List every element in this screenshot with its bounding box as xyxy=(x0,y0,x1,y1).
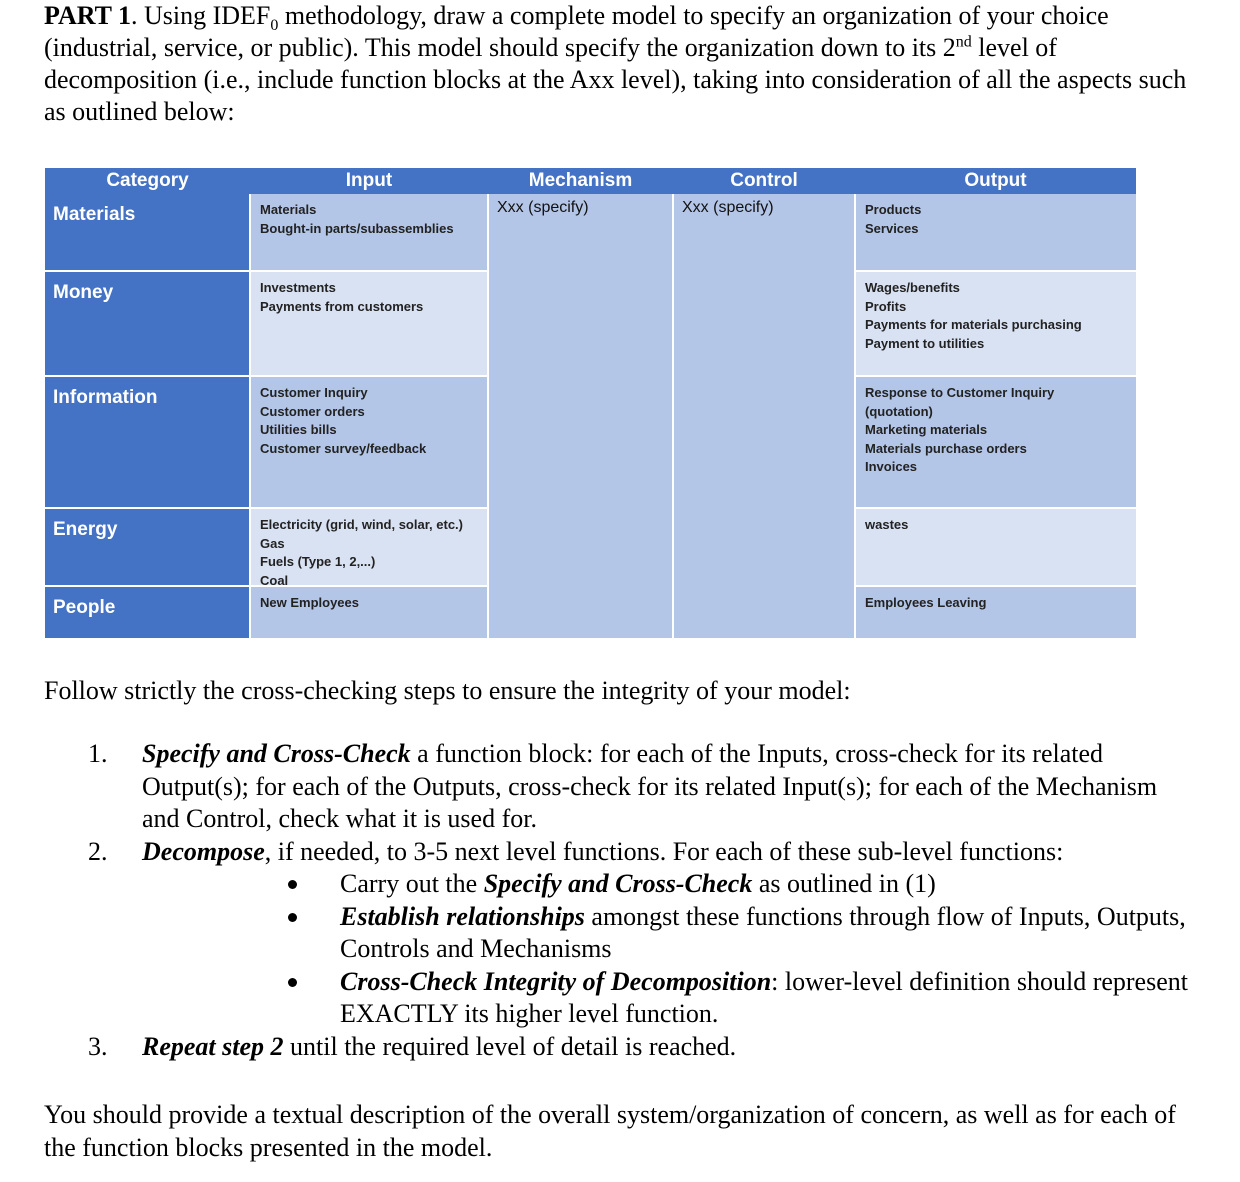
input-item: Bought-in parts/subassemblies xyxy=(260,220,454,236)
step-text: a function block: for each of the Inputs, cross-check for its related Output(s); for each of the Outputs, cross-check for its related Input(s); for each of the Mechanism and Control, check what it is used for. xyxy=(142,739,1158,833)
follow-instructions: Follow strictly the cross-checking steps to ensure the integrity of your model: xyxy=(44,676,851,705)
intro-text-1: . Using IDEF xyxy=(130,1,271,30)
intro-text-2: methodology, draw a complete model to specify an organization of your choice (industrial, service, or public). This model should specify the organization down to its 2 xyxy=(44,1,1109,62)
output-item: Materials purchase orders xyxy=(865,440,1027,456)
output-item: Employees Leaving xyxy=(865,595,987,610)
step-emphasis: Decompose xyxy=(142,836,265,866)
bullet-item xyxy=(286,868,1198,901)
step-number: 3. xyxy=(88,1031,108,1061)
output-item: (quotation) xyxy=(865,403,933,419)
input-item: Materials xyxy=(260,202,317,217)
input-item: Customer survey/feedback xyxy=(260,440,427,456)
idef-subscript: 0 xyxy=(270,17,279,35)
input-item: Customer Inquiry xyxy=(260,385,368,400)
step-text: , if needed, to 3-5 next level functions. For each of these sub-level functions: xyxy=(264,836,1064,866)
input-people xyxy=(251,587,487,638)
output-item: Products xyxy=(865,202,922,217)
input-materials xyxy=(251,194,487,270)
mechanism-cell: Xxx (specify) xyxy=(489,194,672,638)
bullet-emphasis: Cross-Check Integrity of Decomposition xyxy=(340,966,772,996)
category-energy: Energy xyxy=(45,509,249,585)
intro-text-3: level of decomposition (i.e., include function blocks at the Axx level), taking into consideration of all the aspects such as outlined below: xyxy=(44,33,1187,126)
step-emphasis: Specify and Cross-Check xyxy=(142,739,411,768)
steps-list xyxy=(88,738,1198,1063)
bullet-text: as outlined in (1) xyxy=(752,869,936,898)
input-item: New Employees xyxy=(260,595,359,610)
output-item: Payments for materials purchasing xyxy=(865,317,1082,332)
input-item: Gas xyxy=(260,535,285,551)
step-number: 1. xyxy=(88,739,108,768)
output-item: Services xyxy=(865,220,919,236)
input-item: Investments xyxy=(260,280,336,295)
output-information xyxy=(856,377,1136,507)
step-item xyxy=(88,836,1198,869)
output-people xyxy=(856,587,1136,638)
category-people: People xyxy=(45,587,249,638)
category-information: Information xyxy=(45,377,249,507)
bullet-dot-icon xyxy=(288,978,297,987)
input-money xyxy=(251,272,487,375)
output-item: Marketing materials xyxy=(865,422,988,437)
output-item: Profits xyxy=(865,298,907,314)
part-label: PART 1 xyxy=(44,1,131,30)
bullet-item xyxy=(286,901,1198,966)
output-item: Response to Customer Inquiry xyxy=(865,385,1055,400)
input-item: Electricity (grid, wind, solar, etc.) xyxy=(260,517,463,532)
input-item: Fuels (Type 1, 2,...) xyxy=(260,554,376,569)
bullet-emphasis: Specify and Cross-Check xyxy=(483,869,753,898)
header-control: Control xyxy=(673,168,855,194)
header-output: Output xyxy=(855,168,1136,194)
bullet-text: amongst these functions through flow of Inputs, Outputs, Controls and Mechanisms xyxy=(340,901,1186,963)
control-cell: Xxx (specify) xyxy=(674,194,854,638)
header-input: Input xyxy=(250,168,488,194)
step-item xyxy=(88,738,1198,836)
nd-superscript: nd xyxy=(955,33,972,51)
bullet-item xyxy=(286,966,1198,1031)
step-number: 2. xyxy=(88,836,108,866)
output-energy xyxy=(856,509,1136,585)
input-energy xyxy=(251,509,487,588)
sub-bullet-list xyxy=(286,868,1198,1031)
header-mechanism: Mechanism xyxy=(488,168,673,194)
header-category: Category xyxy=(45,168,250,194)
bullet-emphasis: Establish relationships xyxy=(340,901,585,931)
bullet-text: : lower-level definition should represent EXACTLY its higher level function. xyxy=(340,966,1188,1028)
bullet-dot-icon xyxy=(288,913,297,922)
intro-paragraph xyxy=(44,0,1204,128)
category-money: Money xyxy=(45,272,249,375)
output-money xyxy=(856,272,1136,375)
step-text: until the required level of detail is reached. xyxy=(283,1031,737,1061)
aspects-table xyxy=(45,168,1136,638)
output-materials xyxy=(856,194,1136,270)
output-item: wastes xyxy=(865,517,909,532)
output-item: Payment to utilities xyxy=(865,335,985,351)
input-item: Customer orders xyxy=(260,403,365,419)
step-emphasis: Repeat step 2 xyxy=(142,1031,284,1061)
output-item: Wages/benefits xyxy=(865,280,960,295)
category-materials: Materials xyxy=(45,194,249,270)
output-item: Invoices xyxy=(865,459,918,474)
input-information xyxy=(251,377,487,507)
step-item xyxy=(88,1031,1198,1064)
closing-paragraph: You should provide a textual description of the overall system/organization of concern, as well as for each of the function blocks presented in the model. xyxy=(44,1100,1176,1162)
input-item: Utilities bills xyxy=(260,422,337,437)
bullet-text: Carry out the xyxy=(340,869,484,898)
input-item: Coal xyxy=(260,572,289,588)
bullet-dot-icon xyxy=(288,880,297,889)
input-item: Payments from customers xyxy=(260,298,424,314)
